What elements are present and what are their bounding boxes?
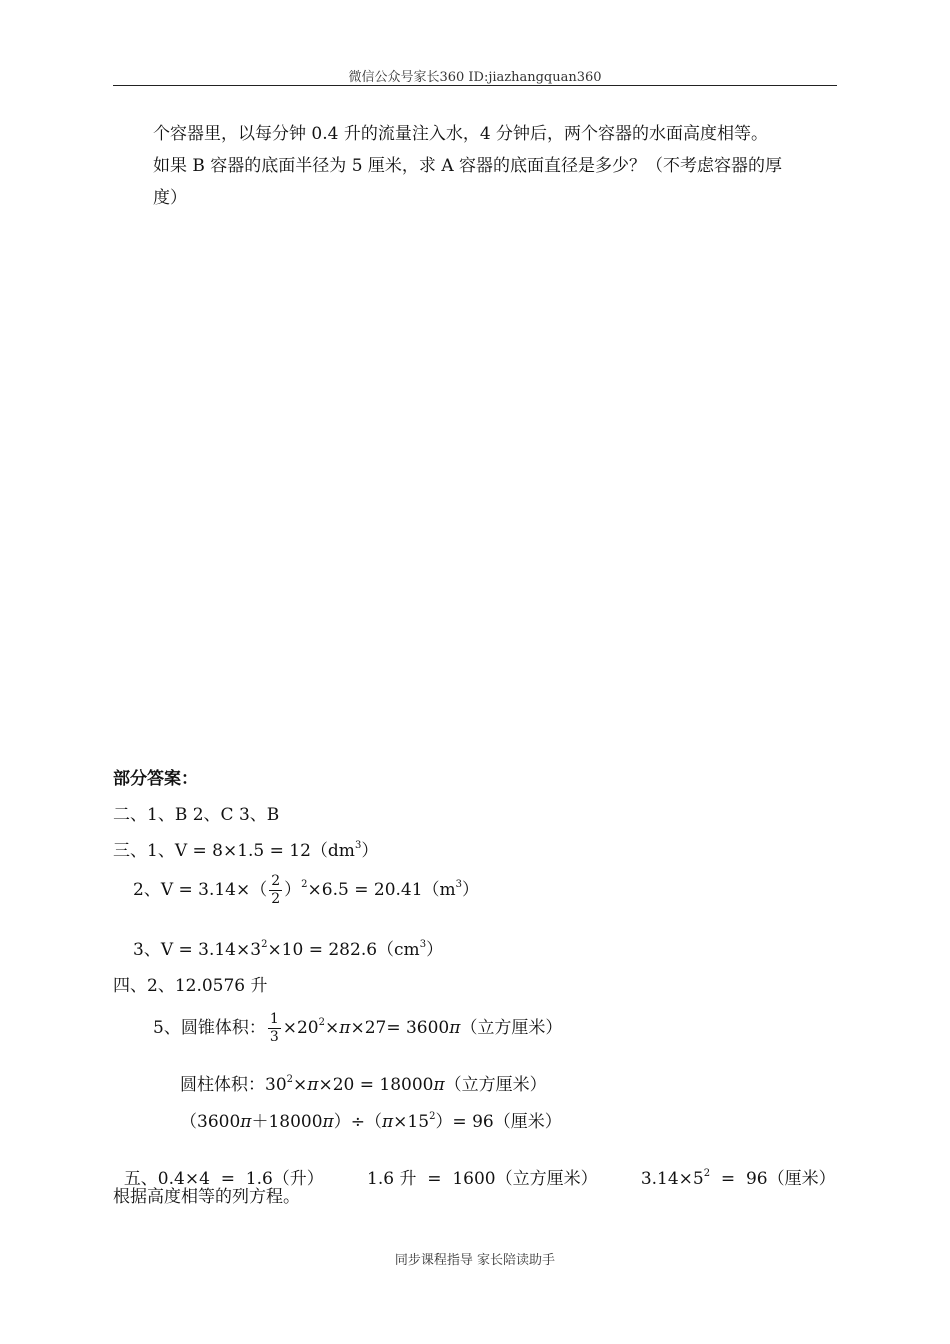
- fraction-numerator: 1: [269, 1011, 279, 1027]
- exponent: 2: [429, 1111, 436, 1122]
- division-sign: ）÷（: [333, 1112, 382, 1132]
- times-sign: ×: [325, 1018, 340, 1038]
- page-header: 微信公众号家长360 ID:jiazhangquan360: [348, 70, 602, 85]
- cylinder-result: ×20 = 18000: [318, 1075, 434, 1095]
- answer-3-2-close: ）: [284, 880, 302, 900]
- pi-symbol: π: [449, 1018, 461, 1038]
- fraction-denominator: 3: [269, 1029, 279, 1045]
- pi-symbol: π: [240, 1112, 252, 1132]
- pi-symbol: π: [339, 1018, 351, 1038]
- answer-3-2: [133, 873, 479, 908]
- pi-symbol: π: [307, 1075, 319, 1095]
- problem-line-2: 如果 B 容器的底面半径为 5 厘米，求 A 容器的底面直径是多少？（不考虑容器的厚: [153, 156, 783, 176]
- division-step: [180, 1107, 562, 1132]
- fraction-numerator: 2: [271, 873, 281, 889]
- answer-section-5-line-2: 根据高度相等的列方程。: [113, 1187, 300, 1207]
- cylinder-volume: [180, 1070, 547, 1095]
- exponent: 3: [419, 939, 427, 950]
- division-result: ）= 96（厘米）: [435, 1112, 562, 1132]
- fraction: [268, 1011, 281, 1046]
- answer-5-text: 五、0.4×4 = 1.6（升） 1.6 升 = 1600（立方厘米） 3.14×5: [123, 1169, 704, 1189]
- answer-4-5: [153, 1011, 562, 1046]
- answer-3-3-text: 3、V = 3.14×3: [133, 940, 262, 960]
- header-divider: [113, 85, 837, 86]
- division-term-3: ×15: [393, 1112, 430, 1132]
- pi-symbol: π: [381, 1112, 394, 1132]
- answer-3-2-result: ×6.5 = 20.41（m: [307, 880, 456, 900]
- unit: （立方厘米）: [460, 1018, 563, 1038]
- pi-symbol: π: [433, 1075, 445, 1095]
- exponent: 2: [286, 1074, 294, 1085]
- problem-text: [153, 118, 843, 214]
- times-sign: ×: [293, 1075, 308, 1095]
- answer-section-4: 四、2、12.0576 升: [113, 976, 268, 996]
- division-term-1: （3600: [180, 1112, 241, 1132]
- answer-4-5-label: 5、圆锥体积：: [153, 1018, 266, 1038]
- cylinder-label: 圆柱体积：30: [180, 1075, 287, 1095]
- exponent: 3: [354, 840, 362, 851]
- problem-line-1: 个容器里，以每分钟 0.4 升的流量注入水，4 分钟后，两个容器的水面高度相等。: [153, 124, 769, 144]
- exponent: 2: [318, 1017, 326, 1028]
- answer-3-2-end: ）: [462, 880, 480, 900]
- answer-3-3-end: ）: [426, 940, 444, 960]
- pi-symbol: π: [322, 1112, 334, 1132]
- exponent: 2: [261, 939, 268, 950]
- exponent: 2: [703, 1168, 711, 1179]
- answer-3-1-close: ）: [361, 841, 379, 861]
- answer-3-1: [113, 836, 378, 861]
- answer-4-5-term: ×20: [282, 1018, 319, 1038]
- answer-3-1-text: 三、1、V = 8×1.5 = 12（dm: [113, 841, 355, 861]
- division-term-2: ＋18000: [251, 1112, 323, 1132]
- fraction: [269, 873, 282, 908]
- exponent: 2: [301, 879, 308, 890]
- problem-line-3: 度）: [153, 188, 187, 208]
- answer-3-3-result: ×10 = 282.6（cm: [267, 940, 420, 960]
- answer-3-2-text: 2、V = 3.14×（: [133, 880, 268, 900]
- exponent: 3: [455, 879, 463, 890]
- answer-4-5-result: ×27= 3600: [350, 1018, 450, 1038]
- answer-3-3: [133, 935, 443, 960]
- answer-5-result: = 96（厘米）: [710, 1169, 836, 1189]
- answers-title: 部分答案：: [113, 769, 198, 789]
- answer-section-2: 二、1、B 2、C 3、B: [113, 805, 280, 825]
- unit: （立方厘米）: [444, 1075, 547, 1095]
- page-footer: 同步课程指导 家长陪读助手: [394, 1253, 556, 1268]
- fraction-denominator: 2: [271, 891, 281, 907]
